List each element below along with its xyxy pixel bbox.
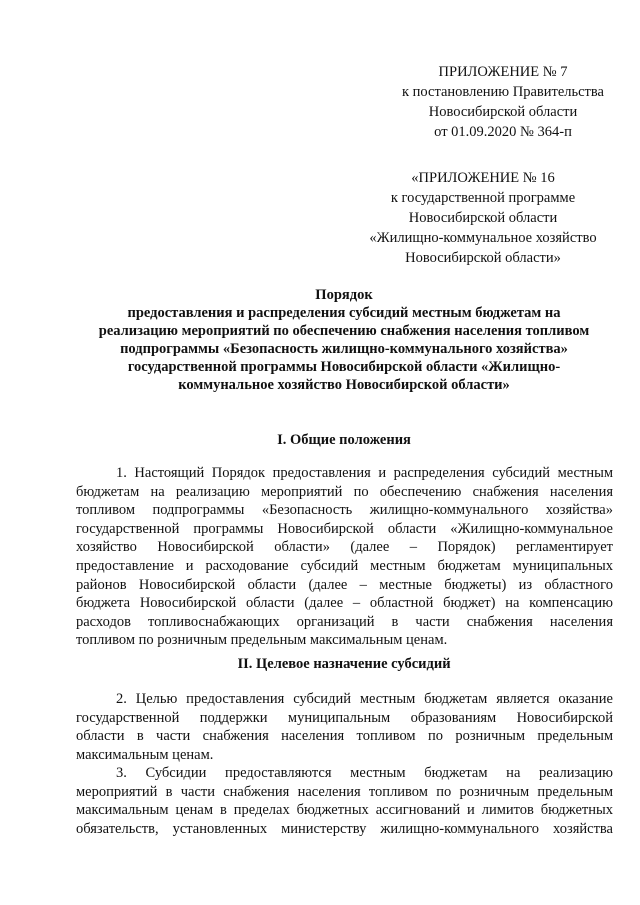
title-line: Порядок [315, 287, 373, 303]
appendix-line: «ПРИЛОЖЕНИЕ № 16 [411, 170, 555, 186]
paragraph-line: государственной поддержки муниципальным образованиям Новосибирской [76, 709, 613, 726]
appendix-line: Новосибирской области [428, 104, 578, 120]
paragraph-line: максимальным ценам. [76, 746, 214, 763]
paragraph-line: обязательств, установленных министерству жилищно-коммунального хозяйства [76, 820, 613, 837]
paragraph-line: максимальным ценам в пределах бюджетных ассигнований и лимитов бюджетных [76, 802, 613, 819]
appendix-line: «Жилищно-коммунальное хозяйство [369, 230, 597, 246]
paragraph-line: 2. Целью предоставления субсидий местным бюджетам является оказание [116, 691, 613, 707]
appendix-line: к постановлению Правительства [402, 84, 604, 100]
title-line: предоставления и распределения субсидий местным бюджетам на [127, 305, 561, 321]
paragraph-line: топливом подпрограммы «Безопасность жилищно-коммунального хозяйства» [76, 502, 613, 519]
paragraph-line: бюджетам на реализацию мероприятий по обеспечению снабжения населения [76, 483, 613, 500]
section-heading-subsidy-purpose: II. Целевое назначение субсидий [237, 656, 451, 672]
appendix-7-header [395, 62, 611, 142]
section-heading-general-provisions: I. Общие положения [277, 432, 411, 448]
paragraph-line: 1. Настоящий Порядок предоставления и распределения субсидий местным [116, 465, 613, 481]
paragraph-line: мероприятий в части снабжения населения топливом по розничным предельным [76, 783, 613, 800]
appendix-line: Новосибирской области» [405, 250, 561, 266]
appendix-16-header [355, 168, 611, 268]
paragraph-line: области в части снабжения населения топливом по розничным предельным [76, 728, 613, 745]
title-line: подпрограммы «Безопасность жилищно-коммунального хозяйства» [120, 341, 568, 357]
document-title [72, 286, 616, 394]
paragraph-line: бюджета Новосибирской области (далее – областной бюджет) на компенсацию [76, 595, 613, 612]
title-line: государственной программы Новосибирской области «Жилищно- [127, 359, 561, 375]
title-line: коммунальное хозяйство Новосибирской области» [178, 377, 510, 393]
title-line: реализацию мероприятий по обеспечению снабжения населения топливом [98, 323, 590, 339]
appendix-line: к государственной программе [390, 190, 576, 206]
paragraph-line: районов Новосибирской области (далее – местные бюджеты) из областного [76, 576, 613, 593]
paragraph-1 [76, 464, 613, 650]
appendix-line: Новосибирской области [408, 210, 558, 226]
paragraph-line: топливом по розничным предельным максимальным ценам. [76, 632, 448, 649]
paragraph-line: государственной программы Новосибирской области «Жилищно-коммунальное [76, 520, 613, 537]
paragraph-3 [76, 764, 613, 838]
paragraph-line: 3. Субсидии предоставляются местным бюджетам на реализацию [116, 765, 613, 781]
paragraph-2 [76, 690, 613, 764]
appendix-line: ПРИЛОЖЕНИЕ № 7 [438, 64, 568, 80]
paragraph-line: расходов топливоснабжающих организаций в части снабжения населения [76, 613, 613, 630]
paragraph-line: хозяйство Новосибирской области» (далее – Порядок) регламентирует [76, 539, 613, 556]
paragraph-line: предоставление и расходование субсидий местным бюджетам муниципальных [76, 557, 613, 574]
appendix-line: от 01.09.2020 № 364-п [434, 124, 572, 140]
